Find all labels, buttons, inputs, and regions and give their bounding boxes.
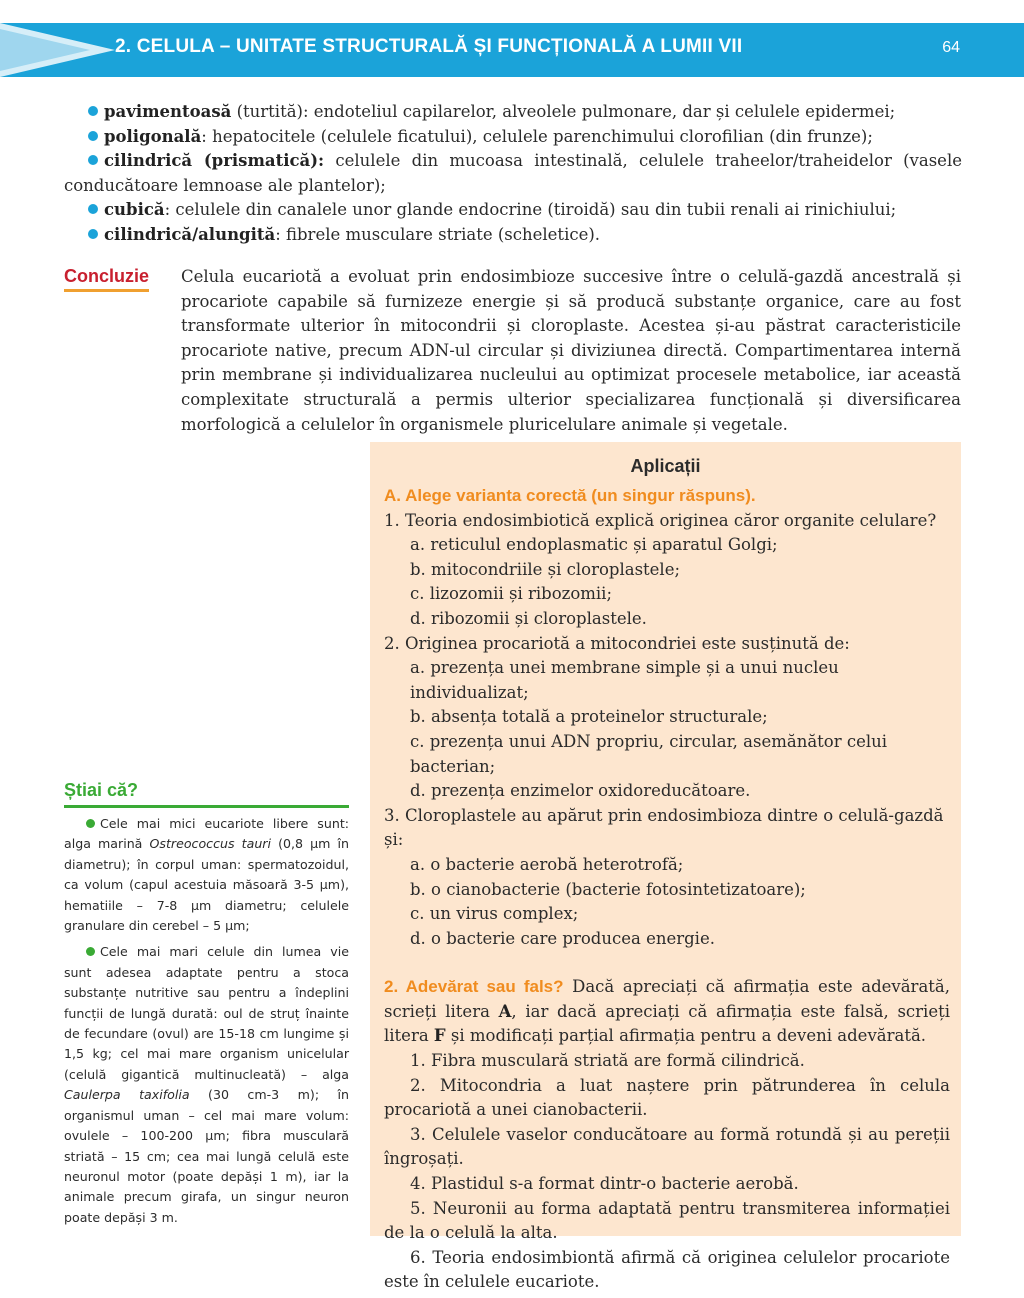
did-you-know-paragraph [64,942,349,1228]
list-item [64,100,962,125]
species-name: Ostreococcus tauri [149,836,271,852]
section-a-heading: A. Alege varianta corectă (un singur răspuns). [384,486,756,505]
instruction-text: , iar dacă apreciați că afirmația este falsă, scrieți litera [384,1001,950,1046]
answer-option: c. lizozomii și ribozomii; [410,584,613,604]
answer-option: a. reticulul endoplasmatic și aparatul Golgi; [410,535,778,555]
list-item-term: cubică [104,200,165,220]
list-item-text: : fibrele musculare striate (scheletice). [275,224,601,244]
answer-option: b. o cianobacterie (bacterie fotosintetizatoare); [410,879,806,899]
list-item-text: celulele din mucoasa intestinală, celulele traheelor/traheidelor (vasele conducătoare lemnoase ale plantelor); [64,151,962,195]
instruction-text: și modificați parțial afirmația pentru a deveni adevărată. [445,1026,927,1046]
bullet-icon [86,947,95,956]
section-b-heading: 2. Adevărat sau fals? [384,977,564,997]
section-b-intro [384,975,950,1049]
true-false-statement: 6. Teoria endosimbiontă afirmă că originea celulelor procariote este în celulele eucariote. [384,1247,950,1292]
header-arrow-inner-decoration [0,29,90,71]
applications-box [370,442,961,1292]
conclusion-label: Concluzie [64,266,149,292]
paragraph-text: Cele mai mari celule din lumea vie sunt adesea adaptate pentru a stoca substanțe nutritive sau pentru a îndeplini funcții de lungă durată: oul de struț înainte de fecundare (ovul) are 15-18 cm lungime și 1,5 kg; cel mai mare organism unicelular (celulă gigantică multinucleată) – alga [64,944,349,1082]
spacer [384,951,950,975]
list-item-text: : hepatocitele (celulele ficatului), celulele parenchimului clorofilian (din frunze); [201,126,873,146]
chapter-title: 2. CELULA – UNITATE STRUCTURALĂ ȘI FUNCȚIONALĂ A LUMII VII [115,36,743,57]
bullet-icon [88,131,98,141]
answer-option: b. absența totală a proteinelor structurale; [410,707,768,727]
answer-option: d. ribozomii și cloroplastele. [410,608,647,628]
list-item [64,223,962,248]
question: 2. Originea procariotă a mitocondriei este susținută de: [384,633,850,653]
answer-option: c. un virus complex; [410,904,579,924]
paragraph-text: Cele mai mici eucariote libere sunt: alga marină [64,816,349,852]
list-item-text: (turtită): endoteliul capilarelor, alveolele pulmonare, dar și celulele epidermei; [231,102,896,121]
chapter-header [0,23,1024,77]
question: 3. Cloroplastele au apărut prin endosimbioza dintre o celulă-gazdă și: [384,805,944,850]
list-item [64,125,962,150]
true-false-statement: 1. Fibra musculară striată are formă cilindrică. [410,1051,805,1071]
list-item-text: : celulele din canalele unor glande endocrine (tiroidă) sau din tubii renali ai rinichiului; [164,200,897,220]
cell-shape-list [64,100,962,248]
species-name: Caulerpa taxifolia [64,1087,190,1103]
bullet-icon [88,106,98,116]
bullet-icon [86,819,95,828]
instruction-text: Dacă apreciați că afirmația este adevărată, scrieți litera [384,977,950,1021]
did-you-know-title: Știai că? [64,780,349,808]
list-item-term: pavimentoasă [104,102,232,121]
answer-option: d. prezența enzimelor oxidoreducătoare. [410,781,751,801]
bullet-icon [88,204,98,214]
answer-option: c. prezența unui ADN propriu, circular, asemănător celui bacterian; [410,731,888,776]
answer-option: d. o bacterie care producea energie. [410,928,715,948]
applications-body [384,484,950,1295]
list-item [64,198,962,223]
did-you-know-box [64,780,349,1228]
list-item-term: poligonală [104,126,202,146]
letter-a: A [498,1001,512,1021]
answer-option: a. o bacterie aerobă heterotrofă; [410,854,684,874]
list-item [64,149,962,198]
true-false-statement: 3. Celulele vaselor conducătoare au formă rotundă și au pereții îngroșați. [384,1124,950,1169]
true-false-statement: 4. Plastidul s-a format dintr-o bacterie aerobă. [410,1174,799,1194]
paragraph-text: (30 cm-3 m); în organismul uman – cel mai mare volum: ovulele – 100-200 µm; fibra musculară striată – 15 cm; cea mai lungă celulă este neuronul motor (poate depăși 1 m), iar la animale precum girafa, un singur neuron poate depăși 3 m. [64,1087,350,1225]
bullet-icon [88,229,98,239]
true-false-statement: 5. Neuronii au forma adaptată pentru transmiterea informației de la o celulă la alta. [384,1198,950,1243]
paragraph-text: (0,8 µm în diametru); în corpul uman: spermatozoidul, ca volum (capul acestuia măsoară 3-5 µm), hematiile – 7-8 µm diametru; celulele granulare din cerebel – 5 µm; [64,836,349,934]
true-false-statement: 2. Mitocondria a luat naștere prin pătrunderea în celula procariotă a unei cianobacterii. [384,1075,950,1120]
letter-f: F [433,1026,446,1046]
bullet-icon [88,155,98,165]
list-item-term: cilindrică/alungită [104,224,276,244]
page-number: 64 [942,39,960,56]
list-item-term: cilindrică (prismatică): [104,151,325,171]
answer-option: a. prezența unei membrane simple și a unui nucleu individualizat; [410,658,839,702]
did-you-know-paragraph [64,814,349,936]
conclusion-text: Celula eucariotă a evoluat prin endosimbioze succesive între o celulă-gazdă ancestrală și procariote capabile să furnizeze energie și să producă substanțe organice, care au fost transformate ulterior în mitocondrii și cloroplaste. Acestea și-au păstrat caracteristicile procariote native, precum ADN-ul circular și diviziunea directă. Compartimentarea internă prin membrane și individualizarea nucleului au optimizat procesele metabolice, iar această complexitate structurală a permis ulterior specializarea funcțională și diversificarea morfologică a celulelor în organismele pluricelulare animale și vegetale. [181,267,961,434]
answer-option: b. mitocondriile și cloroplastele; [410,559,681,579]
question: 1. Teoria endosimbiotică explică originea căror organite celulare? [384,510,937,530]
applications-title: Aplicații [630,456,701,476]
